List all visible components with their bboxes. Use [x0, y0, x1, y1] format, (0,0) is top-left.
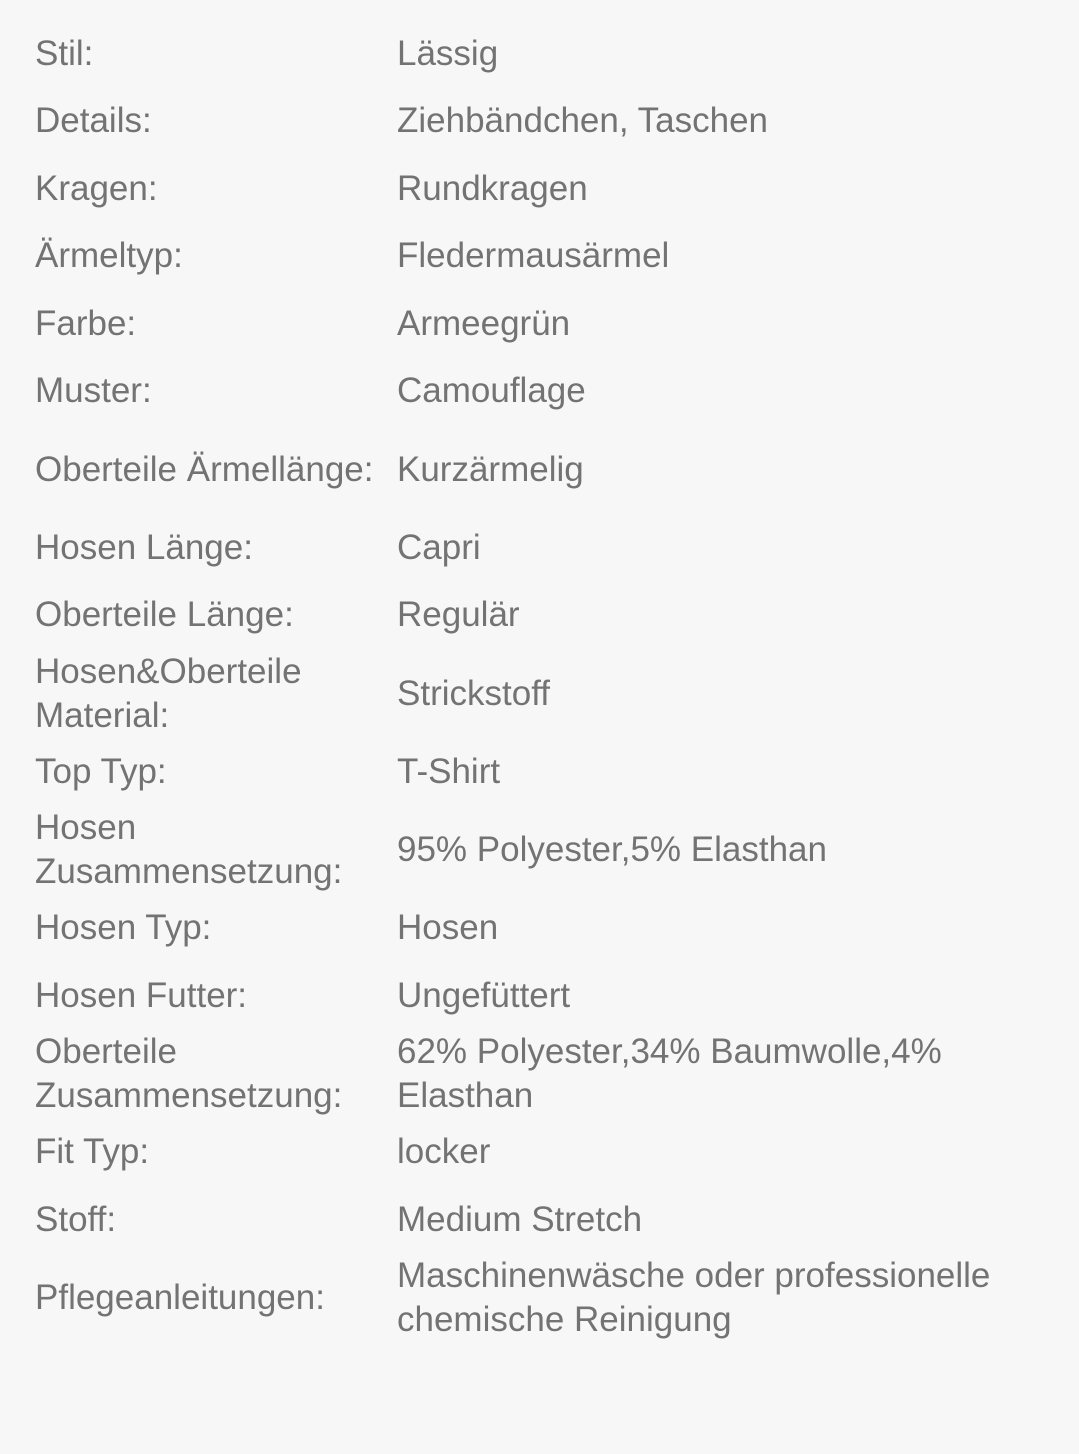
spec-label: Oberteile Ärmellänge:: [35, 449, 374, 489]
spec-value: Hosen: [397, 908, 499, 948]
spec-label: Pflegeanleitungen:: [35, 1278, 325, 1317]
spec-label: Fit Typ:: [35, 1132, 150, 1172]
spec-label: Oberteile Zusammensetzung:: [35, 1032, 343, 1115]
spec-label: Kragen:: [35, 168, 158, 208]
product-specs-list: [0, 20, 1079, 1343]
spec-row-pants-composition: [0, 806, 1079, 895]
spec-row-collar: [0, 155, 1079, 223]
spec-value: Medium Stretch: [397, 1199, 643, 1239]
spec-label: Muster:: [35, 371, 152, 411]
spec-row-style: [0, 20, 1079, 88]
spec-label: Details:: [35, 101, 152, 141]
spec-value: Capri: [397, 527, 481, 567]
spec-row-sleeve-type: [0, 223, 1079, 291]
spec-label: Hosen Futter:: [35, 975, 248, 1015]
spec-row-details: [0, 88, 1079, 156]
spec-value: Fledermausärmel: [397, 236, 670, 276]
spec-value: 62% Polyester,34% Baumwolle,4% Elasthan: [397, 1032, 942, 1115]
spec-row-color: [0, 290, 1079, 358]
spec-value: Kurzärmelig: [397, 449, 584, 489]
spec-label: Hosen Typ:: [35, 908, 212, 948]
spec-row-fabric: [0, 1186, 1079, 1254]
spec-label: Stoff:: [35, 1199, 117, 1239]
spec-label: Hosen Zusammensetzung:: [35, 808, 343, 891]
spec-row-pants-type: [0, 895, 1079, 963]
spec-label: Oberteile Länge:: [35, 595, 294, 635]
spec-label: Farbe:: [35, 303, 137, 343]
spec-value: Ziehbändchen, Taschen: [397, 101, 769, 141]
spec-row-top-composition: [0, 1030, 1079, 1119]
spec-row-fit-type: [0, 1119, 1079, 1187]
spec-value: locker: [397, 1132, 491, 1172]
spec-value: 95% Polyester,5% Elasthan: [397, 830, 827, 869]
spec-value: Maschinenwäsche oder professionelle chemische Reinigung: [397, 1256, 991, 1339]
spec-value: Lässig: [397, 33, 499, 73]
spec-label: Hosen Länge:: [35, 527, 253, 567]
spec-value: T-Shirt: [397, 751, 501, 791]
spec-label: Top Typ:: [35, 751, 167, 791]
spec-row-pattern: [0, 358, 1079, 426]
spec-label: Stil:: [35, 33, 94, 73]
spec-value: Armeegrün: [397, 303, 571, 343]
spec-value: Rundkragen: [397, 168, 588, 208]
spec-label: Hosen&Oberteile Material:: [35, 651, 302, 735]
spec-row-material: [0, 649, 1079, 738]
spec-value: Camouflage: [397, 371, 586, 411]
spec-value: Strickstoff: [397, 673, 551, 713]
spec-row-care-instructions: [0, 1254, 1079, 1343]
spec-value: Ungefüttert: [397, 975, 571, 1015]
spec-value: Regulär: [397, 595, 520, 635]
spec-row-top-type: [0, 738, 1079, 806]
spec-row-top-length: [0, 582, 1079, 650]
spec-row-top-sleeve-length: [0, 425, 1079, 514]
spec-row-pants-length: [0, 514, 1079, 582]
spec-row-pants-lining: [0, 962, 1079, 1030]
spec-label: Ärmeltyp:: [35, 236, 183, 276]
